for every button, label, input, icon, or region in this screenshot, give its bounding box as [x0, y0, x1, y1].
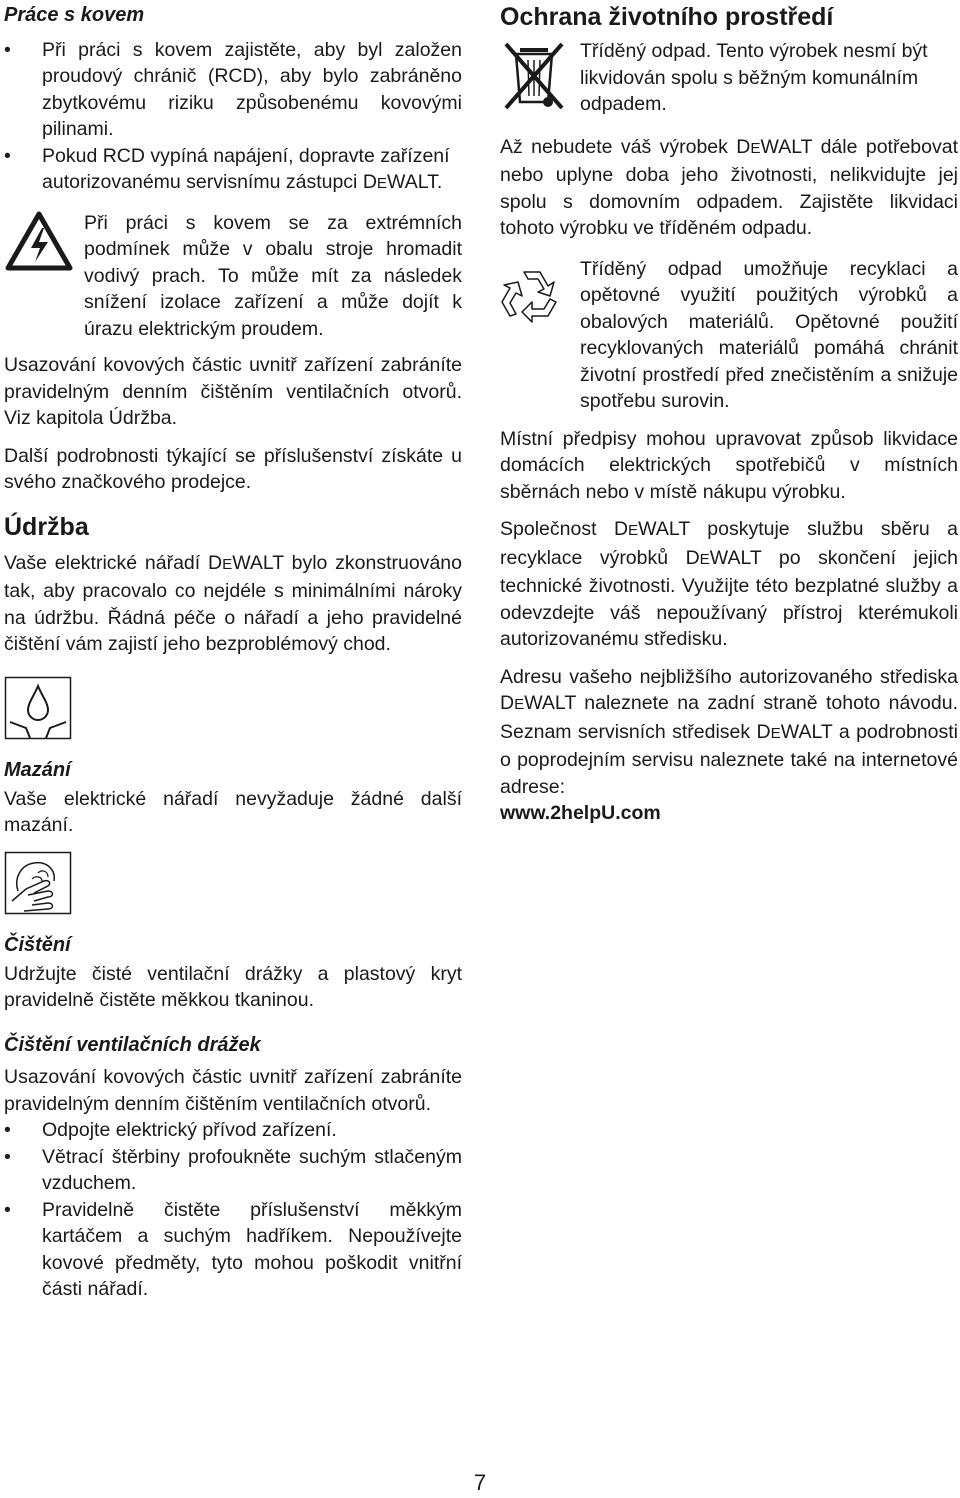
warning-text: Při práci s kovem se za extrémních podmínek může v obalu stroje hromadit vodivý prach. To může mít za následek snížení izolace zařízení a může dojít k úrazu elektrickým proudem.: [84, 211, 462, 340]
left-column: [4, 0, 462, 1303]
brand-name: DEWALT: [685, 546, 762, 569]
recycle-icon: [500, 256, 580, 415]
lubrication-icon: [4, 676, 462, 748]
vent-cleaning-text: Usazování kovových částic uvnitř zařízení zabráníte pravidelným denním čištěním ventilačních otvorů.: [4, 1066, 462, 1115]
disposal-paragraph: Až nebudete váš výrobek DEWALT dále potřebovat nebo uplyne doba jeho životnosti, nelikvidujte jej spolu s domovním odpadem. Zajistěte likvidaci tohoto výrobku ve tříděném odpadu.: [500, 135, 958, 239]
brand-name: DEWALT: [613, 518, 690, 540]
vent-cleaning-bullets: [4, 1117, 462, 1303]
brand-name: DEWALT: [756, 720, 833, 743]
work-metal-heading: Práce s kovem: [4, 4, 145, 26]
list-item: • Větrací štěrbiny profoukněte suchým stlačeným vzduchem.: [4, 1144, 462, 1197]
list-item: • Pravidelně čistěte příslušenství měkkým kartáčem a suchým hadříkem. Nepoužívejte kovové předměty, tyto mohou poškodit vnitřní části nářadí.: [4, 1197, 462, 1303]
address-paragraph: Adresu vašeho nejbližšího autorizovaného střediska DEWALT naleznete na zadní straně tohoto návodu. Seznam servisních středisek DEWALT a podrobnosti o poprodejním servisu naleznete také na internetové adrese:: [500, 665, 958, 798]
electric-hazard-icon: [4, 210, 84, 343]
sorted-waste-text: Tříděný odpad. Tento výrobek nesmí být likvidován spolu s běžným komunálním odpadem.: [580, 40, 928, 115]
list-item: • Pokud RCD vypíná napájení, dopravte zařízení autorizovanému servisnímu zástupci DEWALT.: [4, 143, 462, 198]
website-link[interactable]: www.2helpU.com: [500, 802, 661, 824]
brand-name: DEWALT: [207, 551, 284, 574]
recycle-block: [500, 256, 958, 415]
warning-block: [4, 210, 462, 343]
deposit-paragraph: Usazování kovových částic uvnitř zařízení zabráníte pravidelným denním čištěním ventilačních otvorů. Viz kapitola Údržba.: [4, 354, 462, 429]
company-service-paragraph: Společnost DEWALT poskytuje službu sběru a recyklace výrobků DEWALT po skončení jejich technické životnosti. Využijte této bezplatné služby a odevzdejte váš nepoužívaný přístroj kterémukoli autorizovanému středisku.: [500, 518, 958, 650]
brand-name: DEWALT: [736, 135, 813, 158]
work-metal-bullets: [4, 37, 462, 198]
maintenance-heading: Údržba: [4, 512, 89, 541]
list-item: • Při práci s kovem zajistěte, aby byl založen proudový chránič (RCD), aby bylo zabráněno zbytkovému riziku způsobenému kovovými pilinami.: [4, 37, 462, 143]
lubrication-heading: Mazání: [4, 759, 71, 781]
brand-name: DEWALT: [500, 692, 576, 714]
recycle-text: Tříděný odpad umožňuje recyklaci a opětovné využití použitých výrobků a obalových materiálů. Opětovné použití recyklovaných materiálů pomáhá chránit životní prostředí před znečistěním a snižuje spotřebu surovin.: [580, 257, 958, 412]
right-column: [500, 0, 958, 827]
accessories-paragraph: Další podrobnosti týkající se příslušenství získáte u svého značkového prodejce.: [4, 444, 462, 493]
cleaning-icon: [4, 851, 462, 923]
page-number: 7: [473, 1470, 487, 1495]
brand-name: DEWALT.: [362, 171, 443, 193]
cleaning-text: Udržujte čisté ventilační drážky a plastový kryt pravidelně čistěte měkkou tkaninou.: [4, 962, 462, 1011]
environment-heading: Ochrana životního prostředí: [500, 3, 834, 31]
sorted-waste-block: [500, 38, 958, 122]
crossed-bin-icon: [500, 38, 580, 122]
vent-cleaning-heading: Čištění ventilačních drážek: [4, 1033, 261, 1056]
maintenance-intro: Vaše elektrické nářadí DEWALT bylo zkonstruováno tak, aby pracovalo co nejdéle s minimálními nároky na údržbu. Řádná péče o nářadí a jeho pravidelné čištění vám zajistí jeho bezproblémový chod.: [4, 551, 462, 655]
local-regulations-paragraph: Místní předpisy mohou upravovat způsob likvidace domácích elektrických spotřebičů v místních sběrnách nebo v místě nákupu výrobku.: [500, 427, 958, 503]
list-item: • Odpojte elektrický přívod zařízení.: [4, 1117, 462, 1144]
lubrication-text: Vaše elektrické nářadí nevyžaduje žádné další mazání.: [4, 787, 462, 836]
cleaning-heading: Čištění: [4, 934, 71, 956]
